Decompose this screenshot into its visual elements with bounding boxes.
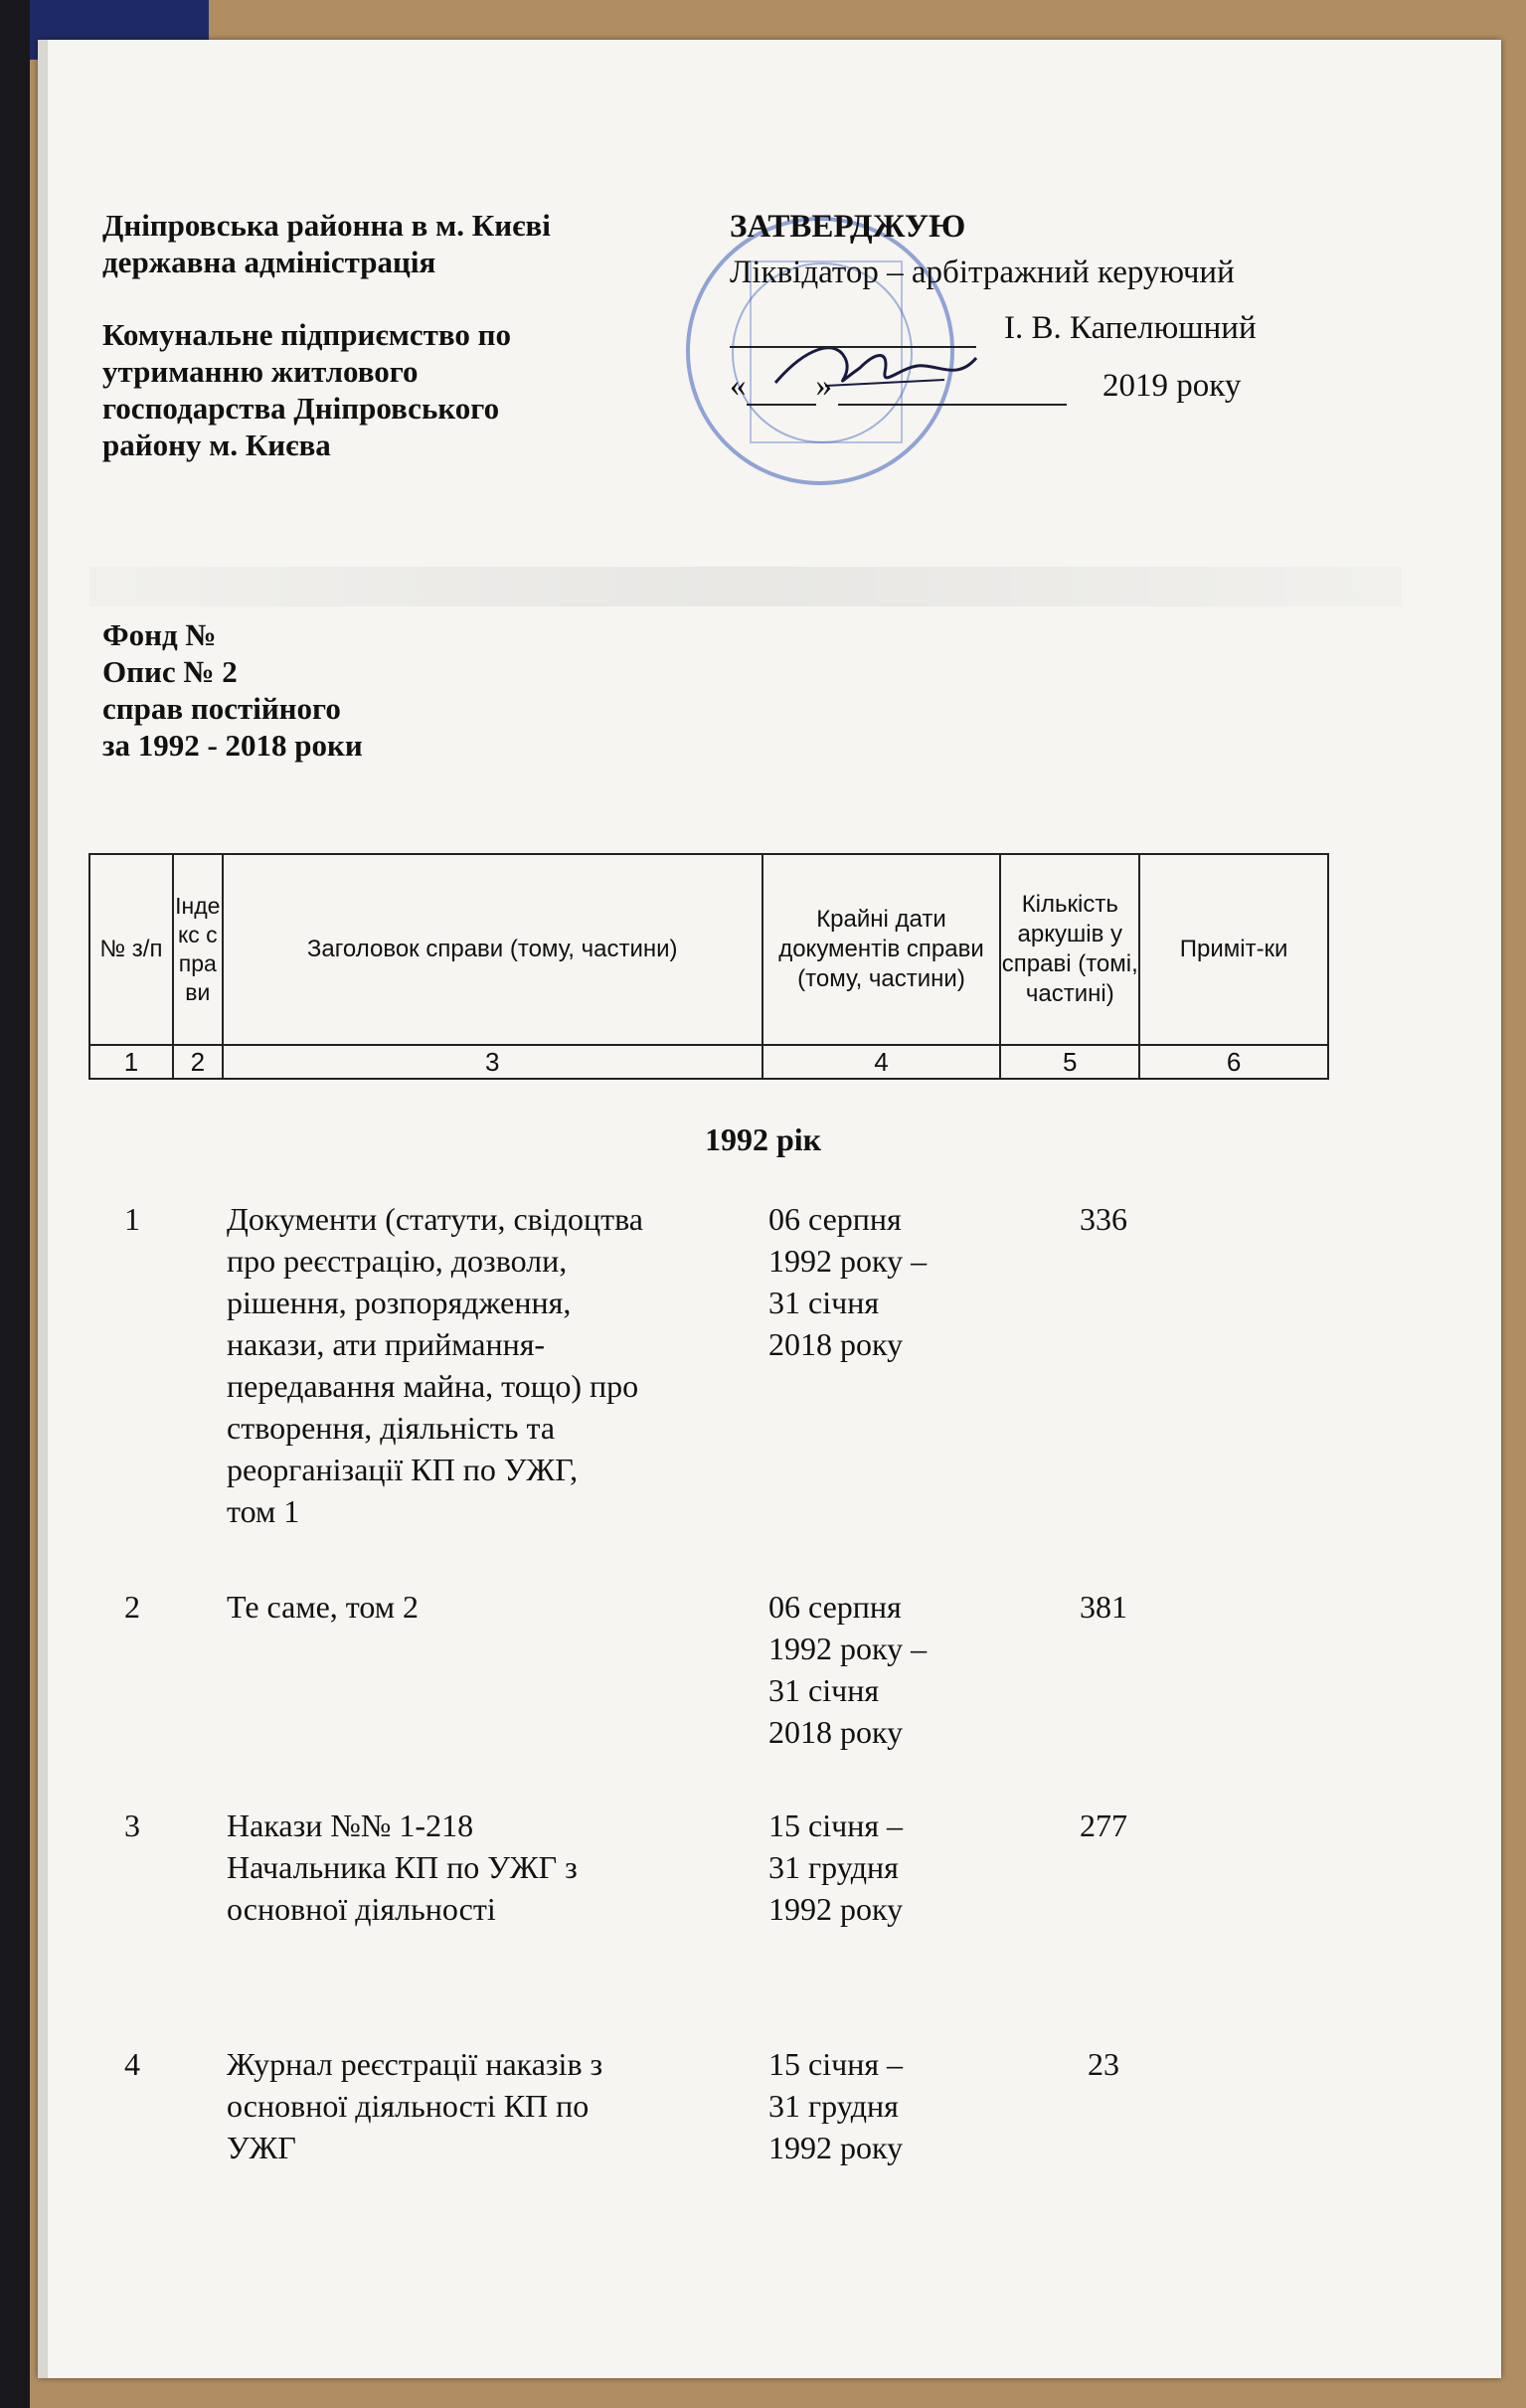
header-numbers-row (89, 1045, 1328, 1079)
row-title-line: основної діяльності (227, 1891, 496, 1927)
organization-block (102, 207, 659, 463)
row-title-line: Накази №№ 1-218 (227, 1807, 474, 1843)
header-col-notes: Приміт-ки (1139, 854, 1328, 1045)
year-section-title: 1992 рік (704, 1121, 822, 1157)
row-sheet-count: 336 (1080, 1201, 1127, 1237)
row-dates-line: 1992 року – (768, 1631, 928, 1666)
header-col-title: Заголовок справи (тому, частини) (223, 854, 763, 1045)
row-dates-line: 31 січня (768, 1285, 880, 1320)
header-num: 2 (173, 1045, 223, 1079)
row-dates (768, 1805, 987, 1930)
row-dates-line: 1992 року (768, 2130, 904, 2165)
row-number: 4 (124, 2046, 140, 2082)
row-title-line: реорганізації КП по УЖГ, (227, 1452, 579, 1487)
org-line: району м. Києва (102, 428, 331, 462)
row-title-line: Начальника КП по УЖГ з (227, 1849, 578, 1885)
date-month-blank (838, 404, 1067, 406)
fond-number: Фонд № (102, 617, 217, 652)
row-number: 3 (124, 1807, 140, 1843)
row-dates-line: 1992 року – (768, 1243, 928, 1279)
row-title (227, 1198, 734, 1532)
date-day-blank (747, 404, 816, 406)
header-num: 6 (1139, 1045, 1328, 1079)
row-number: 2 (124, 1589, 140, 1625)
header-num: 1 (89, 1045, 173, 1079)
row-dates-line: 1992 року (768, 1891, 904, 1927)
scan-smudge (89, 567, 1402, 606)
signature-blank (730, 302, 976, 348)
date-quote-close: » (815, 368, 832, 404)
row-title-line: том 1 (227, 1493, 300, 1529)
header-col-sheets: Кількість аркушів у справі (томі, частині) (1000, 854, 1139, 1045)
row-title-line: основної діяльності КП по (227, 2088, 590, 2124)
row-title-line: про реєстрацію, дозволи, (227, 1243, 568, 1279)
approval-title: ЗАТВЕРДЖУЮ (730, 209, 966, 245)
fond-block (102, 616, 699, 764)
row-title-line: рішення, розпорядження, (227, 1285, 572, 1320)
org-line: утриманню житлового (102, 354, 419, 389)
header-row (89, 854, 1328, 1045)
row-number: 1 (124, 1201, 140, 1237)
org-line: господарства Дніпровського (102, 391, 500, 426)
header-num: 5 (1000, 1045, 1139, 1079)
signer-name: І. В. Капелюшний (1004, 310, 1257, 346)
row-dates (768, 1198, 987, 1365)
approver-position: Ліквідатор – арбітражний керуючий (730, 255, 1235, 290)
row-title-line: Журнал реєстрації наказів з (227, 2046, 603, 2082)
date-year: 2019 року (1102, 368, 1242, 404)
row-dates-line: 06 серпня (768, 1589, 902, 1625)
row-dates-line: 06 серпня (768, 1201, 902, 1237)
inventory-period: за 1992 - 2018 роки (102, 728, 363, 763)
row-title-line: УЖГ (227, 2130, 296, 2165)
inventory-type: справ постійного (102, 691, 341, 726)
inventory-number: Опис № 2 (102, 654, 238, 689)
approval-date-line (730, 366, 1426, 406)
header-num: 4 (763, 1045, 1001, 1079)
row-sheet-count: 381 (1080, 1589, 1127, 1625)
row-dates-line: 15 січня – (768, 2046, 904, 2082)
header-col-index: Індекс справи (173, 854, 223, 1045)
row-title-line: створення, діяльність та (227, 1410, 556, 1446)
header-col-number: № з/п (89, 854, 173, 1045)
row-title-line: Документи (статути, свідоцтва (227, 1201, 643, 1237)
header-col-dates: Крайні дати документів справи (тому, частини) (763, 854, 1001, 1045)
row-title (227, 2043, 734, 2168)
org-line: Дніпровська районна в м. Києві (102, 208, 551, 243)
row-dates-line: 2018 року (768, 1714, 904, 1750)
row-title (227, 1586, 734, 1628)
date-quote-open: « (730, 368, 747, 404)
row-dates-line: 2018 року (768, 1326, 904, 1362)
sheet-binding-edge (38, 40, 48, 2378)
org-line: Комунальне підприємство по (102, 317, 512, 352)
row-dates (768, 1586, 987, 1753)
signature-line (730, 300, 1426, 348)
row-dates (768, 2043, 987, 2168)
row-sheet-count: 23 (1088, 2046, 1119, 2082)
approval-block (730, 207, 1426, 406)
row-sheet-count: 277 (1080, 1807, 1127, 1843)
row-title-line: Те саме, том 2 (227, 1589, 419, 1625)
row-title-line: передавання майна, тощо) про (227, 1368, 639, 1404)
org-line: державна адміністрація (102, 245, 436, 279)
row-dates-line: 31 грудня (768, 1849, 899, 1885)
header-num: 3 (223, 1045, 763, 1079)
row-title-line: накази, ати приймання- (227, 1326, 546, 1362)
row-dates-line: 31 січня (768, 1672, 880, 1708)
row-dates-line: 15 січня – (768, 1807, 904, 1843)
row-title (227, 1805, 734, 1930)
inventory-header-table (88, 853, 1329, 1080)
row-dates-line: 31 грудня (768, 2088, 899, 2124)
